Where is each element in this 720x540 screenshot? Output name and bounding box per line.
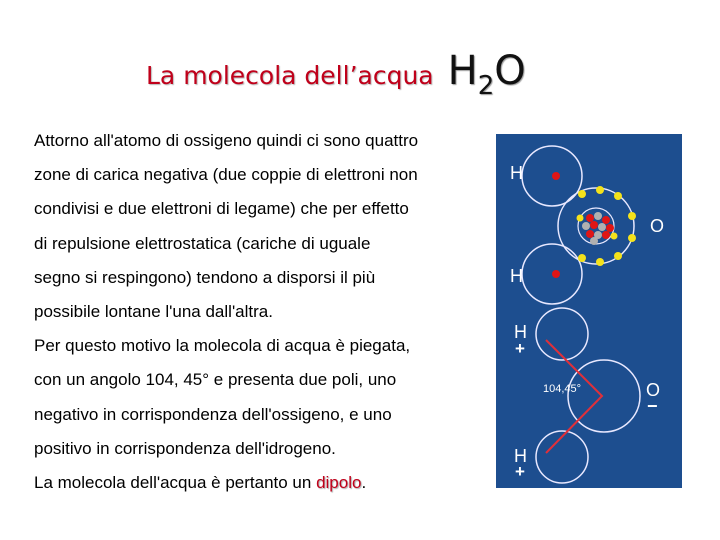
label-h-bottom-polar: H [514, 446, 527, 466]
plus-sign-bottom: + [515, 462, 525, 481]
label-h-top: H [510, 163, 523, 183]
label-h-bottom: H [510, 266, 523, 286]
plus-sign-top: + [515, 339, 525, 358]
minus-sign: − [647, 396, 658, 416]
label-o-polar: O [646, 380, 661, 400]
slide-title [146, 48, 526, 101]
title-text: La molecola dell’acqua [146, 61, 434, 90]
angle-label: 104,45° [543, 383, 582, 395]
dipolo-highlight: dipolo [316, 473, 362, 493]
text-line: zone di carica negativa (due coppie di elettroni non [34, 165, 418, 185]
water-molecule-diagram [496, 134, 682, 488]
formula-o: O [494, 48, 526, 94]
text-line: positivo in corrispondenza dell'idrogeno. [34, 438, 336, 458]
text-line-end: . [361, 473, 367, 493]
text-line: Attorno all'atomo di ossigeno quindi ci sono quattro [34, 131, 419, 150]
text-line: condivisi e due elettroni di legame) che per effetto [34, 199, 409, 219]
text-line: La molecola dell'acqua è pertanto un [34, 473, 317, 493]
atomic-model [510, 146, 664, 304]
oxygen-sphere [568, 360, 640, 432]
text-line: negativo in corrispondenza dell'ossigeno, e uno [34, 404, 392, 424]
oxygen-nucleus [582, 212, 614, 245]
text-line: segno si respingono) tendono a disporsi il più [34, 267, 376, 287]
formula-h: H [447, 48, 478, 94]
label-o-top: O [650, 216, 665, 236]
hydrogen-sphere-bottom [536, 431, 588, 483]
label-h-top-polar: H [514, 322, 527, 342]
text-line: con un angolo 104, 45° e presenta due poli, uno [34, 370, 397, 390]
paragraph-3 [34, 466, 494, 500]
formula-subscript: 2 [477, 71, 495, 101]
text-line: di repulsione elettrostatica (cariche di uguale [34, 233, 371, 253]
text-line: possibile lontane l'una dall'altra. [34, 302, 273, 322]
hydrogen-sphere-top [536, 308, 588, 360]
paragraph-2 [34, 329, 494, 466]
polar-model [514, 308, 660, 483]
hydrogen-proton-bottom [552, 270, 560, 278]
water-formula [447, 48, 526, 101]
text-line: Per questo motivo la molecola di acqua è piegata, [34, 336, 411, 356]
hydrogen-proton-top [552, 172, 560, 180]
body-text [34, 124, 494, 500]
paragraph-1 [34, 124, 494, 329]
